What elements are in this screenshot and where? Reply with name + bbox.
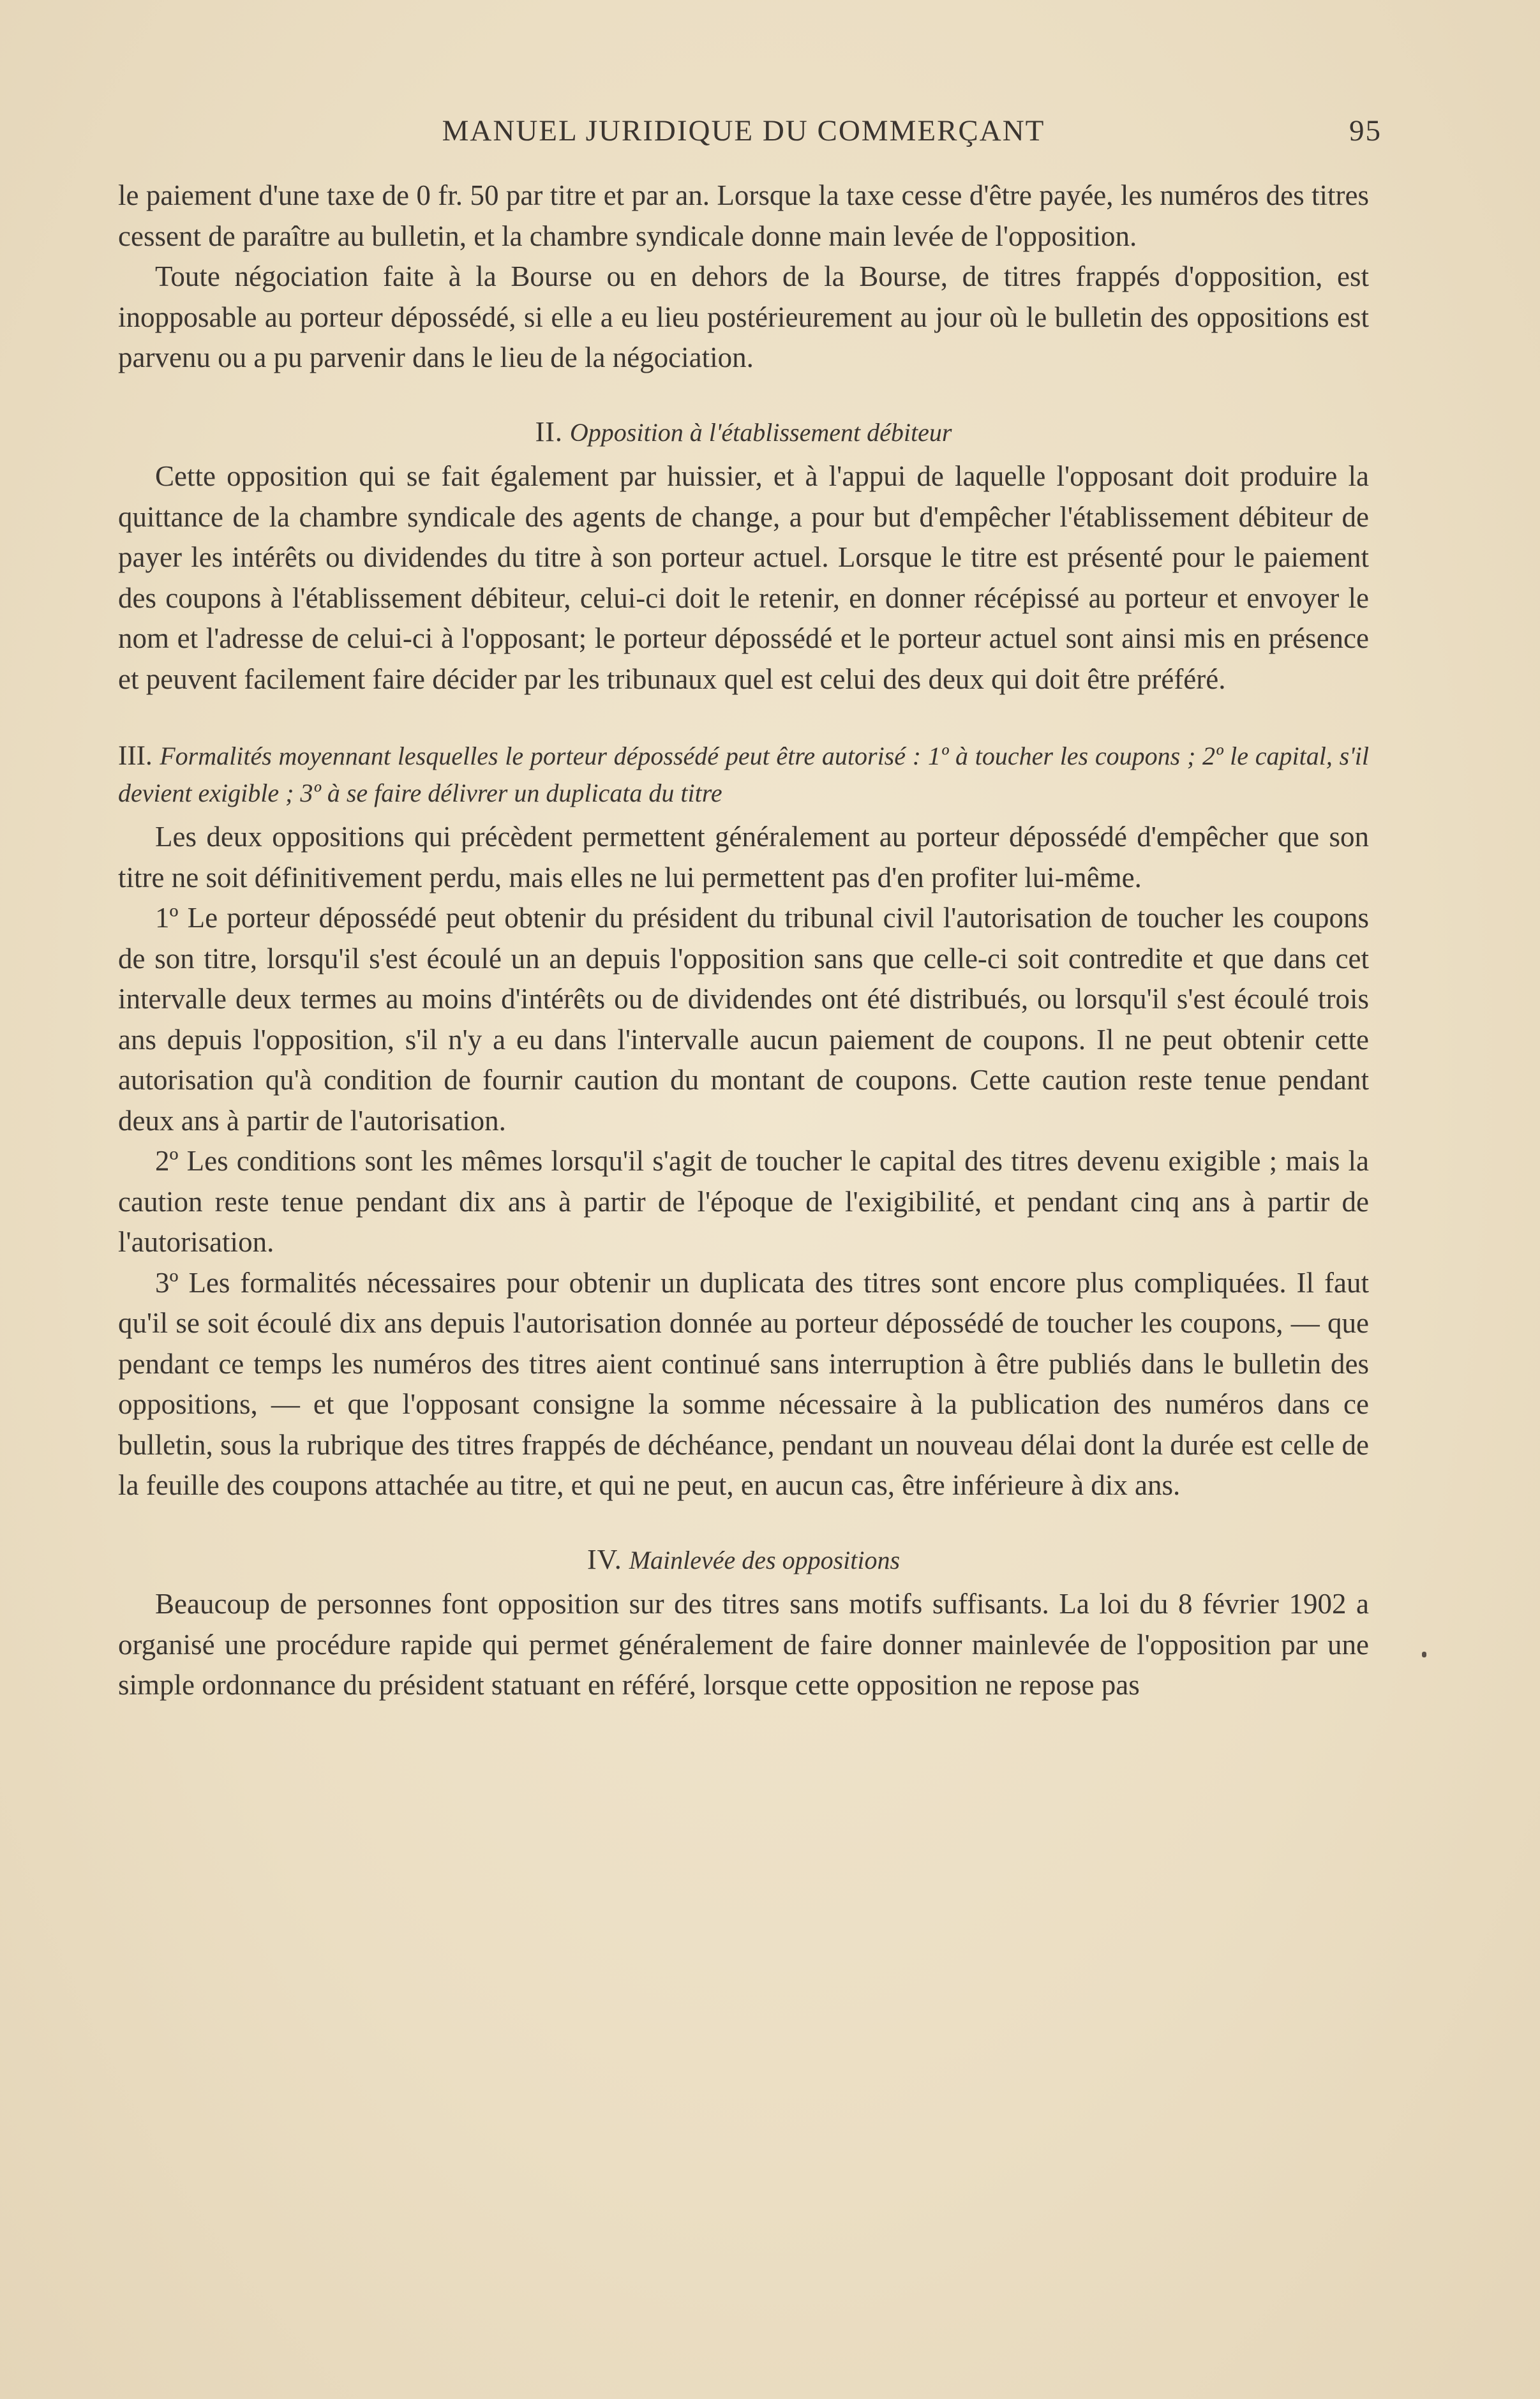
section-title: Formalités moyennant lesquelles le porteur dépossédé peut être autorisé : 1º à toucher les coupons ; 2º le capital, s'il devient exigible ; 3º à se faire délivrer un duplicata du titre xyxy=(118,742,1370,807)
section-title: Mainlevée des oppositions xyxy=(629,1545,901,1574)
paragraph: Toute négociation faite à la Bourse ou en dehors de la Bourse, de titres frappés d'opposition, est inopposable au porteur dépossédé, si elle a eu lieu postérieurement au jour où le bulletin des oppositions est parvenu ou a pu parvenir dans le lieu de la négociation. xyxy=(118,260,1369,373)
paragraph: 2º Les conditions sont les mêmes lorsqu'il s'agit de toucher le capital des titres devenu exigible ; mais la caution reste tenue pendant dix ans à partir de l'époque de l'exigibilité, et pendant cinq ans à partir de l'autorisation. xyxy=(118,1145,1369,1258)
paragraph: Beaucoup de personnes font opposition sur des titres sans motifs suffisants. La loi du 8 février 1902 a organisé une procédure rapide qui permet généralement de faire donner mainlevée de l'opposition par une simple ordonnance du président statuant en référé, lorsque cette opposition ne repose pas xyxy=(118,1588,1369,1701)
section-number: II. xyxy=(535,415,563,447)
page-body xyxy=(118,176,1369,1706)
running-title: MANUEL JURIDIQUE DU COMMERÇANT xyxy=(442,114,1045,147)
margin-mark xyxy=(1422,1652,1426,1657)
section-heading xyxy=(118,412,1369,453)
paragraph: 3º Les formalités nécessaires pour obtenir un duplicata des titres sont encore plus compliquées. Il faut qu'il se soit écoulé dix ans depuis l'autorisation donnée au porteur dépossédé de toucher les coupons, — que pendant ce temps les numéros des titres aient continué sans interruption à être publiés dans le bulletin des oppositions, — et que l'opposant consigne la somme nécessaire à la publication des numéros dans ce bulletin, sous la rubrique des titres frappés de déchéance, pendant un nouveau délai dont la durée est celle de la feuille des coupons attachée au titre, et qui ne peut, en aucun cas, être inférieure à dix ans. xyxy=(118,1266,1369,1501)
running-header xyxy=(118,108,1382,153)
section-heading xyxy=(118,1539,1369,1581)
paragraph: Cette opposition qui se fait également par huissier, et à l'appui de laquelle l'opposant doit produire la quittance de la chambre syndicale des agents de change, a pour but d'empêcher l'établissement débiteur de payer les intérêts ou dividendes du titre à son porteur actuel. Lorsque le titre est présenté pour le paiement des coupons à l'établissement débiteur, celui-ci doit le retenir, en donner récépissé au porteur et envoyer le nom et l'adresse de celui-ci à l'opposant; le porteur dépossédé et le porteur actuel sont ainsi mis en présence et peuvent facilement faire décider par les tribunaux quel est celui des deux qui doit être préféré. xyxy=(118,460,1369,695)
section-heading xyxy=(118,738,1369,812)
page-number: 95 xyxy=(1349,114,1382,147)
section-number: III. xyxy=(118,741,153,771)
section-number: IV. xyxy=(587,1543,622,1575)
book-page xyxy=(118,108,1382,1706)
section-title: Opposition à l'établissement débiteur xyxy=(569,417,952,447)
paragraph: 1º Le porteur dépossédé peut obtenir du président du tribunal civil l'autorisation de toucher les coupons de son titre, lorsqu'il s'est écoulé un an depuis l'opposition sans que celle-ci soit contredite et que dans cet intervalle deux termes au moins d'intérêts ou de dividendes ont été distribués, ou lorsqu'il s'est écoulé trois ans depuis l'opposition, s'il n'y a eu dans l'intervalle aucun paiement de coupons. Il ne peut obtenir cette autorisation qu'à condition de fournir caution du montant de coupons. Cette caution reste tenue pendant deux ans à partir de l'autorisation. xyxy=(118,902,1369,1137)
paragraph: Les deux oppositions qui précèdent permettent généralement au porteur dépossédé d'empêcher que son titre ne soit définitivement perdu, mais elles ne lui permettent pas d'en profiter lui-même. xyxy=(118,821,1369,893)
paragraph: le paiement d'une taxe de 0 fr. 50 par titre et par an. Lorsque la taxe cesse d'être payée, les numéros des titres cessent de paraître au bulletin, et la chambre syndicale donne main levée de l'opposition. xyxy=(118,179,1369,252)
